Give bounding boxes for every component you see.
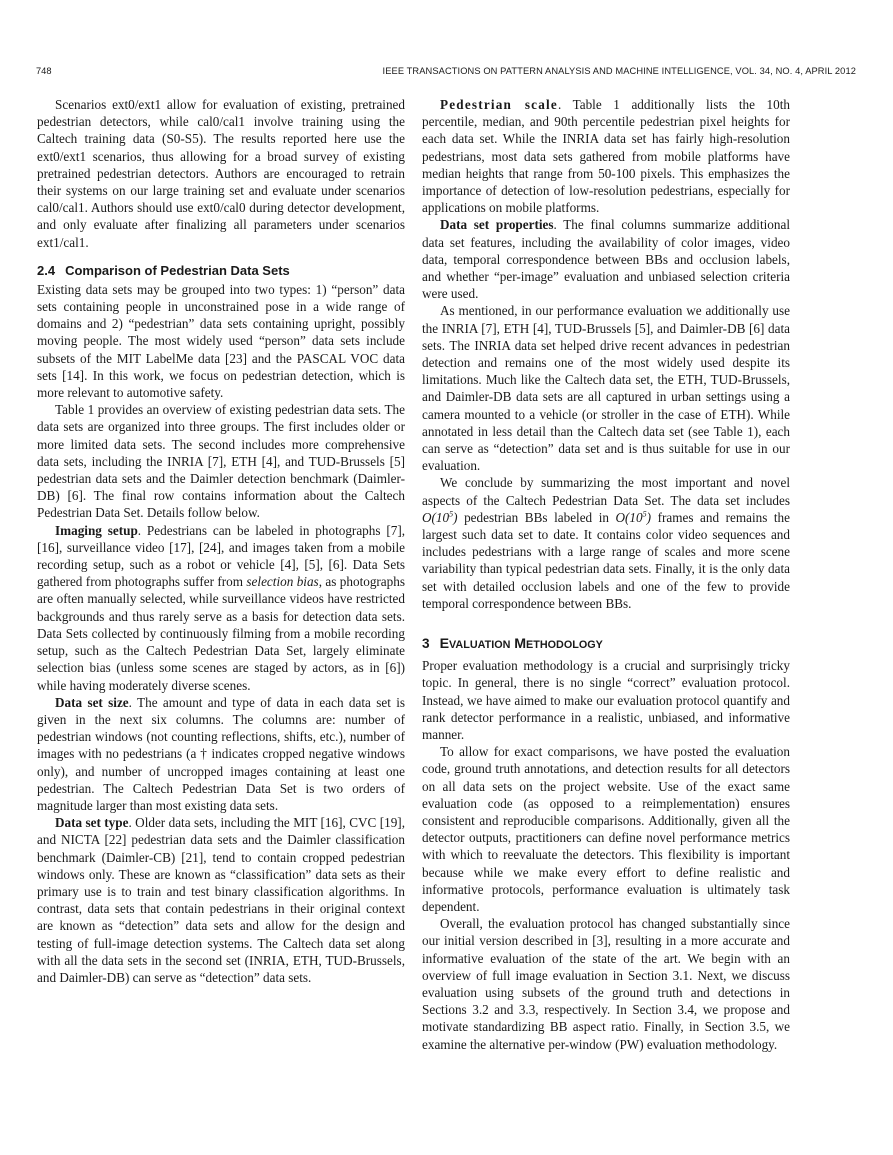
paragraph-table-overview: Table 1 provides an overview of existing pedestrian data sets. The data sets are organized into three groups. The first includes older or more limited data sets. The second includes more comprehensive data sets, including the INRIA [7], ETH [4], and TUD-Brussels [5] pedestrian data sets and the Daimler detection benchmark (Daimler-DB) [6]. The final row contains information about the Caltech Pedestrian Data Set. Details follow below. [37, 402, 405, 521]
paragraph-conclusion: We conclude by summarizing the most important and novel aspects of the Caltech Pedestrian Data Set. The data set includes $O(10^5)$ pedestrian BBs labeled in $O(10^5)$ frames and remains the largest such data set to date. It contains color video sequences and includes pedestrians with a large range of scales and more scene variability than typical pedestrian data sets. Finally, it is the only data set with detailed occlusion labels and one of the few to provide temporal correspondence between BBs. [422, 475, 791, 611]
section-heading-3: 3 EVALUATION METHODOLOGY [422, 636, 603, 653]
left-column [37, 96, 405, 986]
page-number: 748 [36, 66, 52, 76]
paragraph-as-mentioned: As mentioned, in our performance evaluation we additionally use the INRIA [7], ETH [4], TUD-Brussels [5], and Daimler-DB [6] data sets. The INRIA data set helped drive recent advances in pedestrian detection and remains one of the most widely used despite its limitations. Much like the Caltech data set, the ETH, TUD-Brussels, and Daimler-DB data sets are all captured in urban settings using a camera mounted to a vehicle (or stroller in the case of ETH). While annotated in less detail than the Caltech data set (see Table 1), each can serve as “detection” data set and is thus suitable for use in our evaluation. [422, 303, 790, 474]
paragraph-data-set-properties: Data set properties. The final columns summarize additional data set features, including the availability of color images, video data, temporal correspondence between BBs and occlusion labels, and whether “per-image” evaluation and unbiased selection criteria were used. [422, 217, 790, 302]
paragraph-proper-evaluation: Proper evaluation methodology is a crucial and surprisingly tricky topic. In general, there is no single “correct” evaluation protocol. Instead, we have aimed to make our evaluation protocol quantify and rank detector performance in a realistic, unbiased, and informative manner. [422, 658, 790, 742]
paragraph-imaging-setup: Imaging setup. Pedestrians can be labeled in photographs [7], [16], surveillance video [17], [24], and images taken from a mobile recording setup, such as a robot or vehicle [4], [5], [6]. Data Sets gathered from photographs suffer from selection bias, as photographs are often manually selected, while surveillance videos have restricted backgrounds and thus rarely serve as a basis for detection data sets. Data Sets collected by continuously filming from a mobile recording setup, such as the Caltech Pedestrian Data Set, largely eliminate selection bias (unless some scenes are staged by actors, as in [6]) while having moderately diverse scenes. [37, 522, 406, 693]
section-number: 3 [422, 636, 430, 652]
run-in-heading-data-set-type: Data set type [55, 815, 129, 831]
paragraph-pedestrian-scale: Pedestrian scale. Table 1 additionally lists the 10th percentile, median, and 90th percentile pedestrian pixel heights for each data set. While the INRIA data set has fairly high-resolution pedestrians, most data sets gathered from mobile platforms have median heights that range from 50-100 pixels. This emphasizes the importance of detection of low-resolution pedestrians, especially for applications on mobile platforms. [422, 97, 790, 216]
math-order-bbs: $O(10^5)$ [422, 509, 458, 525]
journal-running-head: IEEE TRANSACTIONS ON PATTERN ANALYSIS AND MACHINE INTELLIGENCE, VOL. 34, NO. 4, APRIL 2012 [382, 66, 856, 76]
paragraph-existing-data-sets: Existing data sets may be grouped into two types: 1) “person” data sets containing people in unconstrained pose in a wide range of domains and 2) “pedestrian” data sets containing upright, possibly moving people. The most widely used “person” data sets include subsets of the MIT LabelMe data [23] and the PASCAL VOC data sets [14]. In this work, we focus on pedestrian detection, which is more relevant to automotive safety. [37, 281, 405, 401]
paragraph-overall-protocol: Overall, the evaluation protocol has changed substantially since our initial version described in [3], resulting in a more accurate and informative evaluation of the state of the art. We begin with an overview of full image evaluation in Section 3.1. Next, we discuss evaluation using subsets of the ground truth and detections in Sections 3.2 and 3.3, respectively. In Section 3.4, we propose and motivate standardizing BB aspect ratio. Finally, in Section 3.5, we examine the alternative per-window (PW) evaluation methodology. [422, 916, 790, 1052]
paragraph-scenarios: Scenarios ext0/ext1 allow for evaluation of existing, pretrained pedestrian detectors, while cal0/cal1 involve training using the Caltech training data (S0-S5). The results reported here use the ext0/ext1 scenarios, thus allowing for a broad survey of existing pretrained pedestrian detectors. Authors are encouraged to retrain their systems on our large training set and evaluate under scenarios cal0/cal1. Authors should use ext0/cal0 during detector development, and only evaluate after finalizing all parameters under scenarios ext1/cal1. [37, 97, 405, 250]
section-title: Comparison of Pedestrian Data Sets [65, 262, 290, 278]
math-order-frames: $O(10^5)$ [615, 509, 652, 525]
section-number: 2.4 [37, 262, 56, 278]
paragraph-data-set-type: Data set type. Older data sets, including the MIT [16], CVC [19], and NICTA [22] pedestrian data sets and the Daimler classification benchmark (Daimler-CB) [21], tend to contain cropped pedestrian windows only. These are known as “classification” data sets as their primary use is to train and test binary classification algorithms. In contrast, data sets that contain pedestrians in their original context are known as “detection” data sets and allow for the design and testing of full-image detection systems. The Caltech data set along with all the data sets in the second set (INRIA, ETH, TUD-Brussels, and Daimler-DB) can serve as “detection” data sets. [37, 815, 405, 985]
right-column [422, 96, 790, 1053]
run-in-heading-imaging-setup: Imaging setup [55, 522, 138, 538]
paragraph-data-set-size: Data set size. The amount and type of data in each data set is given in the next six columns. The columns are: number of pedestrian windows (not counting reflections, shifts, etc.), number of images with no pedestrians (a † indicates cropped negative windows only), and number of uncropped images containing at least one pedestrian. The Caltech Pedestrian Data Set is two orders of magnitude larger than most existing data sets. [37, 694, 405, 813]
section-heading-2-4 [37, 262, 405, 279]
run-in-heading-data-set-size: Data set size [55, 694, 129, 710]
running-header [36, 66, 856, 80]
run-in-heading-pedestrian-scale: Pedestrian scale [440, 97, 558, 112]
paragraph-exact-comparisons: To allow for exact comparisons, we have posted the evaluation code, ground truth annotations, and detection results for all detectors on all data sets on the project website. Use of the exact same evaluation code (as opposed to a reimplementation) ensures consistent and reproducible comparisons. Additionally, given all the detector outputs, practitioners can define novel performance metrics with which to reevaluate the detectors. This flexibility is important because while we make every effort to define realistic and informative protocols, performance evaluation is ultimately task dependent. [422, 744, 790, 914]
run-in-heading-data-set-properties: Data set properties [440, 217, 554, 233]
emphasis-selection-bias: selection bias [246, 574, 319, 590]
